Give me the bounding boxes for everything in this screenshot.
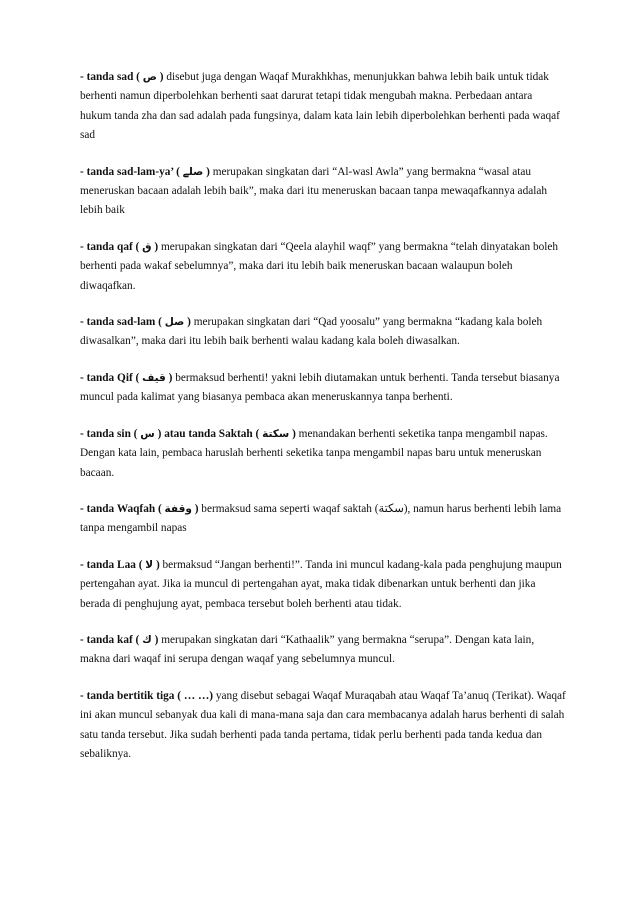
arabic-sign: ق (142, 240, 152, 253)
paragraph-text: bermaksud berhenti! yakni lebih diutamakan untuk berhenti. Tanda tersebut biasanya muncul pada kalimat yang biasanya pembaca akan meneruskannya tanpa berhenti. (80, 371, 560, 404)
arabic-sign: وقفة (164, 502, 192, 515)
paragraph-text: merupakan singkatan dari “Kathaalik” yang bermakna “serupa”. Dengan kata lain, makna dari waqaf ini serupa dengan waqaf yang sebelumnya muncul. (80, 633, 535, 666)
arabic-sign: س (140, 427, 155, 440)
term-label: - tanda bertitik tiga ( … …) (80, 689, 214, 702)
paragraph-text: merupakan singkatan dari “Al-wasl Awla” yang bermakna “wasal atau meneruskan bacaan adalah lebih baik”, maka dari itu meneruskan bacaan tanpa mewaqafkannya adalah lebih baik (80, 165, 548, 217)
term-label: - tanda Qif ( قيف ) (80, 371, 173, 384)
term-label: - tanda Waqfah ( وقفة ) (80, 502, 199, 515)
paragraph-tanda-qaf (80, 238, 566, 296)
paragraph-tanda-waqfah (80, 500, 566, 539)
paragraph-text: menandakan berhenti seketika tanpa mengambil napas. Dengan kata lain, pembaca haruslah berhenti seketika tanpa mengambil napas baru untuk meneruskan bacaan. (80, 427, 548, 479)
arabic-sign-saktah: سكتة (262, 427, 290, 440)
paragraph-tanda-sad-lam (80, 313, 566, 352)
arabic-sign: قيف (142, 371, 166, 384)
term-label: - tanda sad-lam-ya’ ( صلے ) (80, 165, 210, 178)
arabic-sign: صل (164, 316, 185, 329)
term-label: - tanda sin ( س ) atau tanda Saktah ( سكتة ) (80, 427, 296, 440)
paragraph-tanda-kaf (80, 631, 566, 670)
arabic-sign: ص (142, 71, 157, 83)
paragraph-tanda-sad-lam-ya (80, 163, 566, 221)
paragraph-tanda-laa (80, 556, 566, 614)
paragraph-text: bermaksud “Jangan berhenti!”. Tanda ini muncul kadang-kala pada penghujung maupun pertengahan ayat. Jika ia muncul di pertengahan ayat, maka tidak dibenarkan untuk berhenti dan jika berada di penghujung ayat, pembaca tersebut boleh berhenti atau tidak. (80, 558, 562, 610)
arabic-sign: لا (145, 558, 154, 571)
term-label: - tanda sad ( ص ) (80, 71, 164, 83)
paragraph-tanda-sad (80, 68, 566, 146)
term-label: - tanda kaf ( ك ) (80, 633, 159, 646)
arabic-sign: ك (142, 633, 152, 646)
term-label: - tanda Laa ( لا ) (80, 558, 160, 571)
paragraph-text: merupakan singkatan dari “Qeela alayhil waqf” yang bermakna “telah dinyatakan boleh berhenti pada wakaf sebelumnya”, maka dari itu lebih baik meneruskan bacaan walaupun boleh diwaqafkan. (80, 240, 559, 292)
term-label: - tanda qaf ( ق ) (80, 240, 159, 253)
term-label: - tanda sad-lam ( صل ) (80, 316, 191, 329)
paragraph-tanda-bertitik-tiga (80, 687, 566, 765)
paragraph-text: yang disebut sebagai Waqaf Muraqabah atau Waqaf Ta’anuq (Terikat). Waqaf ini akan muncul sebanyak dua kali di mana-mana saja dan cara membacanya adalah harus berhenti di salah satu tanda tersebut. Jika sudah berhenti pada tanda pertama, tidak perlu berhenti pada tanda kedua dan sebaliknya. (80, 689, 566, 760)
arabic-sign: صلے (182, 165, 204, 178)
paragraph-tanda-qif (80, 369, 566, 408)
paragraph-text: disebut juga dengan Waqaf Murakhkhas, menunjukkan bahwa lebih baik untuk tidak berhenti namun diperbolehkan berhenti saat darurat tetapi tidak mengubah makna. Perbedaan antara hukum tanda zha dan sad adalah pada fungsinya, dalam kata lain lebih diperbolehkan berhenti pada waqaf sad (80, 71, 560, 142)
document-body (80, 68, 566, 781)
paragraph-text: merupakan singkatan dari “Qad yoosalu” yang bermakna “kadang kala boleh diwasalkan”, maka dari itu lebih baik berhenti walau kadang kala boleh diwasalkan. (80, 316, 543, 348)
paragraph-tanda-sin-saktah (80, 425, 566, 483)
paragraph-text: bermaksud sama seperti waqaf saktah (سكتة), namun harus berhenti lebih lama tanpa mengambil napas (80, 502, 562, 535)
